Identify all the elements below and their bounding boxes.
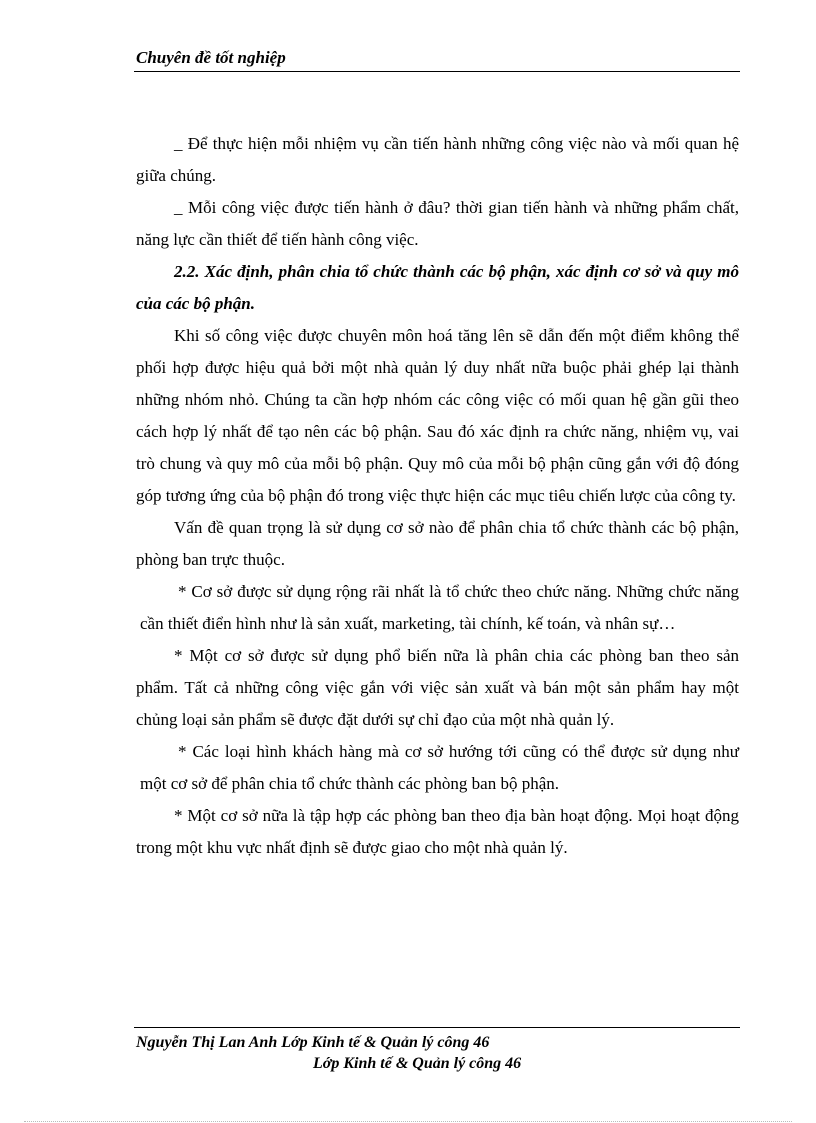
footer-author-line: Nguyễn Thị Lan Anh Lớp Kinh tế & Quản lý công 46 (136, 1034, 490, 1051)
bullet-paragraph: * Một cơ sở được sử dụng phổ biến nữa là phân chia các phòng ban theo sản phẩm. Tất cả những công việc gắn với việc sản xuất và bán một sản phẩm hay một chủng loại sản phẩm sẽ được đặt dưới sự chỉ đạo của một nhà quản lý. (136, 646, 739, 729)
paragraph: Vấn đề quan trọng là sử dụng cơ sở nào để phân chia tổ chức thành các bộ phận, phòng ban trực thuộc. (136, 518, 739, 569)
footer-divider (134, 1027, 740, 1028)
page-bottom-edge (24, 1121, 792, 1122)
paragraph: _ Để thực hiện mỗi nhiệm vụ cần tiến hành những công việc nào và mối quan hệ giữa chúng. (136, 134, 739, 185)
paragraph: _ Mỗi công việc được tiến hành ở đâu? thời gian tiến hành và những phẩm chất, năng lực cần thiết để tiến hành công việc. (136, 198, 739, 249)
document-body (136, 128, 739, 864)
bullet-paragraph: * Một cơ sở nữa là tập hợp các phòng ban theo địa bàn hoạt động. Mọi hoạt động trong một khu vực nhất định sẽ được giao cho một nhà quản lý. (136, 806, 739, 857)
page-header-title: Chuyên đề tốt nghiệp (136, 48, 286, 67)
paragraph: Khi số công việc được chuyên môn hoá tăng lên sẽ dẫn đến một điểm không thể phối hợp được hiệu quả bởi một nhà quản lý duy nhất nữa buộc phải ghép lại thành những nhóm nhỏ. Chúng ta cần hợp nhóm các công việc có mối quan hệ gần gũi theo cách hợp lý nhất để tạo nên các bộ phận. Sau đó xác định ra chức năng, nhiệm vụ, vai trò chung và quy mô của mỗi bộ phận. Quy mô của mỗi bộ phận cũng gắn với độ đóng góp tương ứng của bộ phận đó trong việc thực hiện các mục tiêu chiến lược của công ty. (136, 326, 739, 505)
footer-class-line: Lớp Kinh tế & Quản lý công 46 (313, 1055, 522, 1072)
bullet-paragraph: * Các loại hình khách hàng mà cơ sở hướng tới cũng có thể được sử dụng như một cơ sở để phân chia tổ chức thành các phòng ban bộ phận. (140, 742, 739, 793)
bullet-paragraph: * Cơ sở được sử dụng rộng rãi nhất là tổ chức theo chức năng. Những chức năng cần thiết điển hình như là sản xuất, marketing, tài chính, kế toán, và nhân sự… (140, 582, 739, 633)
header-divider (134, 71, 740, 72)
section-heading: 2.2. Xác định, phân chia tổ chức thành các bộ phận, xác định cơ sở và quy mô của các bộ phận. (136, 262, 739, 313)
